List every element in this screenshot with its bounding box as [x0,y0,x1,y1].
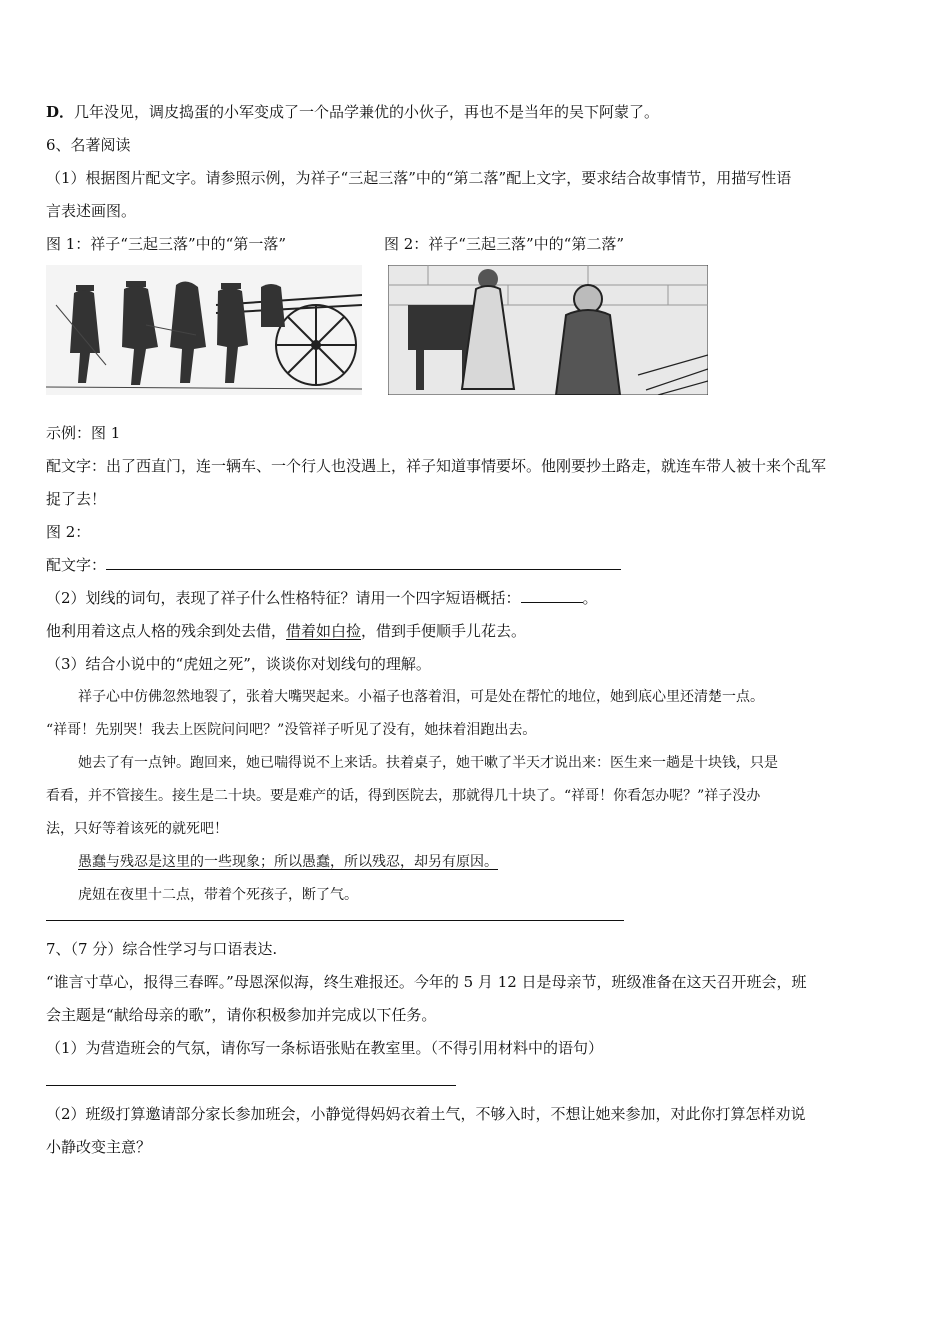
passage-paragraph-3a: 她去了有一点钟。跑回来，她已喘得说不上来话。扶着桌子，她干嗽了半天才说出来：医生来一趟是十块钱，只是 [78,755,778,771]
example-text-line-a: 配文字：出了西直门，连一辆车、一个行人也没遇上，祥子知道事情要坏。他刚要抄土路走，就连车带人被十来个乱军 [46,457,827,475]
xiangzi-and-man-image [388,265,708,395]
caption-label: 配文字： [46,556,107,574]
underlined-sentence: 愚蠢与残忍是这里的一些现象；所以愚蠢，所以残忍，却另有原因。 [78,854,498,870]
q7-2-text-line-b: 小静改变主意？ [46,1138,152,1156]
exam-page [46,96,906,1164]
q7-text-line-a: “谁言寸草心，报得三春晖。”母恩深似海，终生难报还。今年的 5 月 12 日是母亲节，班级准备在这天召开班会，班 [46,973,807,991]
caption-answer-blank[interactable] [106,551,621,570]
q6-2-end: 。 [582,589,598,607]
q6-1-line-a: （1）根据图片配文字。请参照示例，为祥子“三起三落”中的“第二落”配上文字，要求结合故事情节，用描写性语 [46,169,792,187]
q7-text-line-b: 会主题是“献给母亲的歌”，请你积极参加并完成以下任务。 [46,1006,437,1024]
caption-answer-row [46,549,906,582]
passage-paragraph-3b: 看看，并不管接生。接生是二十块。要是难产的话，得到医院去，那就得几十块了。“祥哥！你看怎办呢？”祥子没办 [46,788,761,804]
figure-2-label: 图 2： [46,523,91,541]
figure-1-caption: 图 1：祥子“三起三落”中的“第一落” [46,235,286,253]
q6-2-underlined-phrase: 借着如白捡 [286,622,362,640]
passage-paragraph-2: “祥哥！先别哭！我去上医院问问吧？”没管祥子听见了没有，她抹着泪跑出去。 [46,722,537,738]
q6-2-row [46,582,906,615]
q6-3-answer-line[interactable] [46,920,624,921]
soldiers-rickshaw-image [46,265,362,395]
q6-title: 6、名著阅读 [46,136,131,154]
q7-title: 7、（7 分）综合性学习与口语表达. [46,940,278,958]
passage-paragraph-4 [46,846,906,879]
passage-paragraph-5: 虎妞在夜里十二点，带着个死孩子，断了气。 [78,887,358,903]
option-d-text: 几年没见，调皮捣蛋的小军变成了一个品学兼优的小伙子，再也不是当年的吴下阿蒙了。 [74,103,660,121]
figure-2-illustration [388,265,708,395]
figure-1-illustration [46,265,362,395]
q7-2-text-line-a: （2）班级打算邀请部分家长参加班会，小静觉得妈妈衣着土气，不够入时，不想让她来参加，对此你打算怎样劝说 [46,1105,806,1123]
q6-3-text: （3）结合小说中的“虎妞之死”，谈谈你对划线句的理解。 [46,655,431,673]
q6-1-line-b: 言表述画图。 [46,202,137,220]
q6-2-sentence-b: ，借到手便顺手儿花去。 [361,622,527,640]
q7-1-text: （1）为营造班会的气氛，请你写一条标语张贴在教室里。（不得引用材料中的语句） [46,1039,604,1057]
option-d-label: D． [46,103,75,121]
passage-paragraph-1: 祥子心中仿佛忽然地裂了，张着大嘴哭起来。小福子也落着泪，可是处在帮忙的地位，她到底心里还清楚一点。 [78,689,764,705]
q6-2-sentence-a: 他利用着这点人格的残余到处去借， [46,622,287,640]
q6-2-sentence [46,615,906,648]
figure-captions [46,228,906,261]
figure-2-caption: 图 2：祥子“三起三落”中的“第二落” [384,235,624,253]
example-text-line-b: 捉了去！ [46,490,107,508]
q6-2-text: （2）划线的词句，表现了祥子什么性格特征？请用一个四字短语概括： [46,589,521,607]
passage-paragraph-3c: 法，只好等着该死的就死吧！ [46,821,228,837]
option-d [46,96,906,129]
q6-2-answer-blank[interactable] [521,584,583,603]
q7-1-answer-line[interactable] [46,1085,456,1086]
figure-row [46,265,906,395]
example-label: 示例：图 1 [46,424,121,442]
